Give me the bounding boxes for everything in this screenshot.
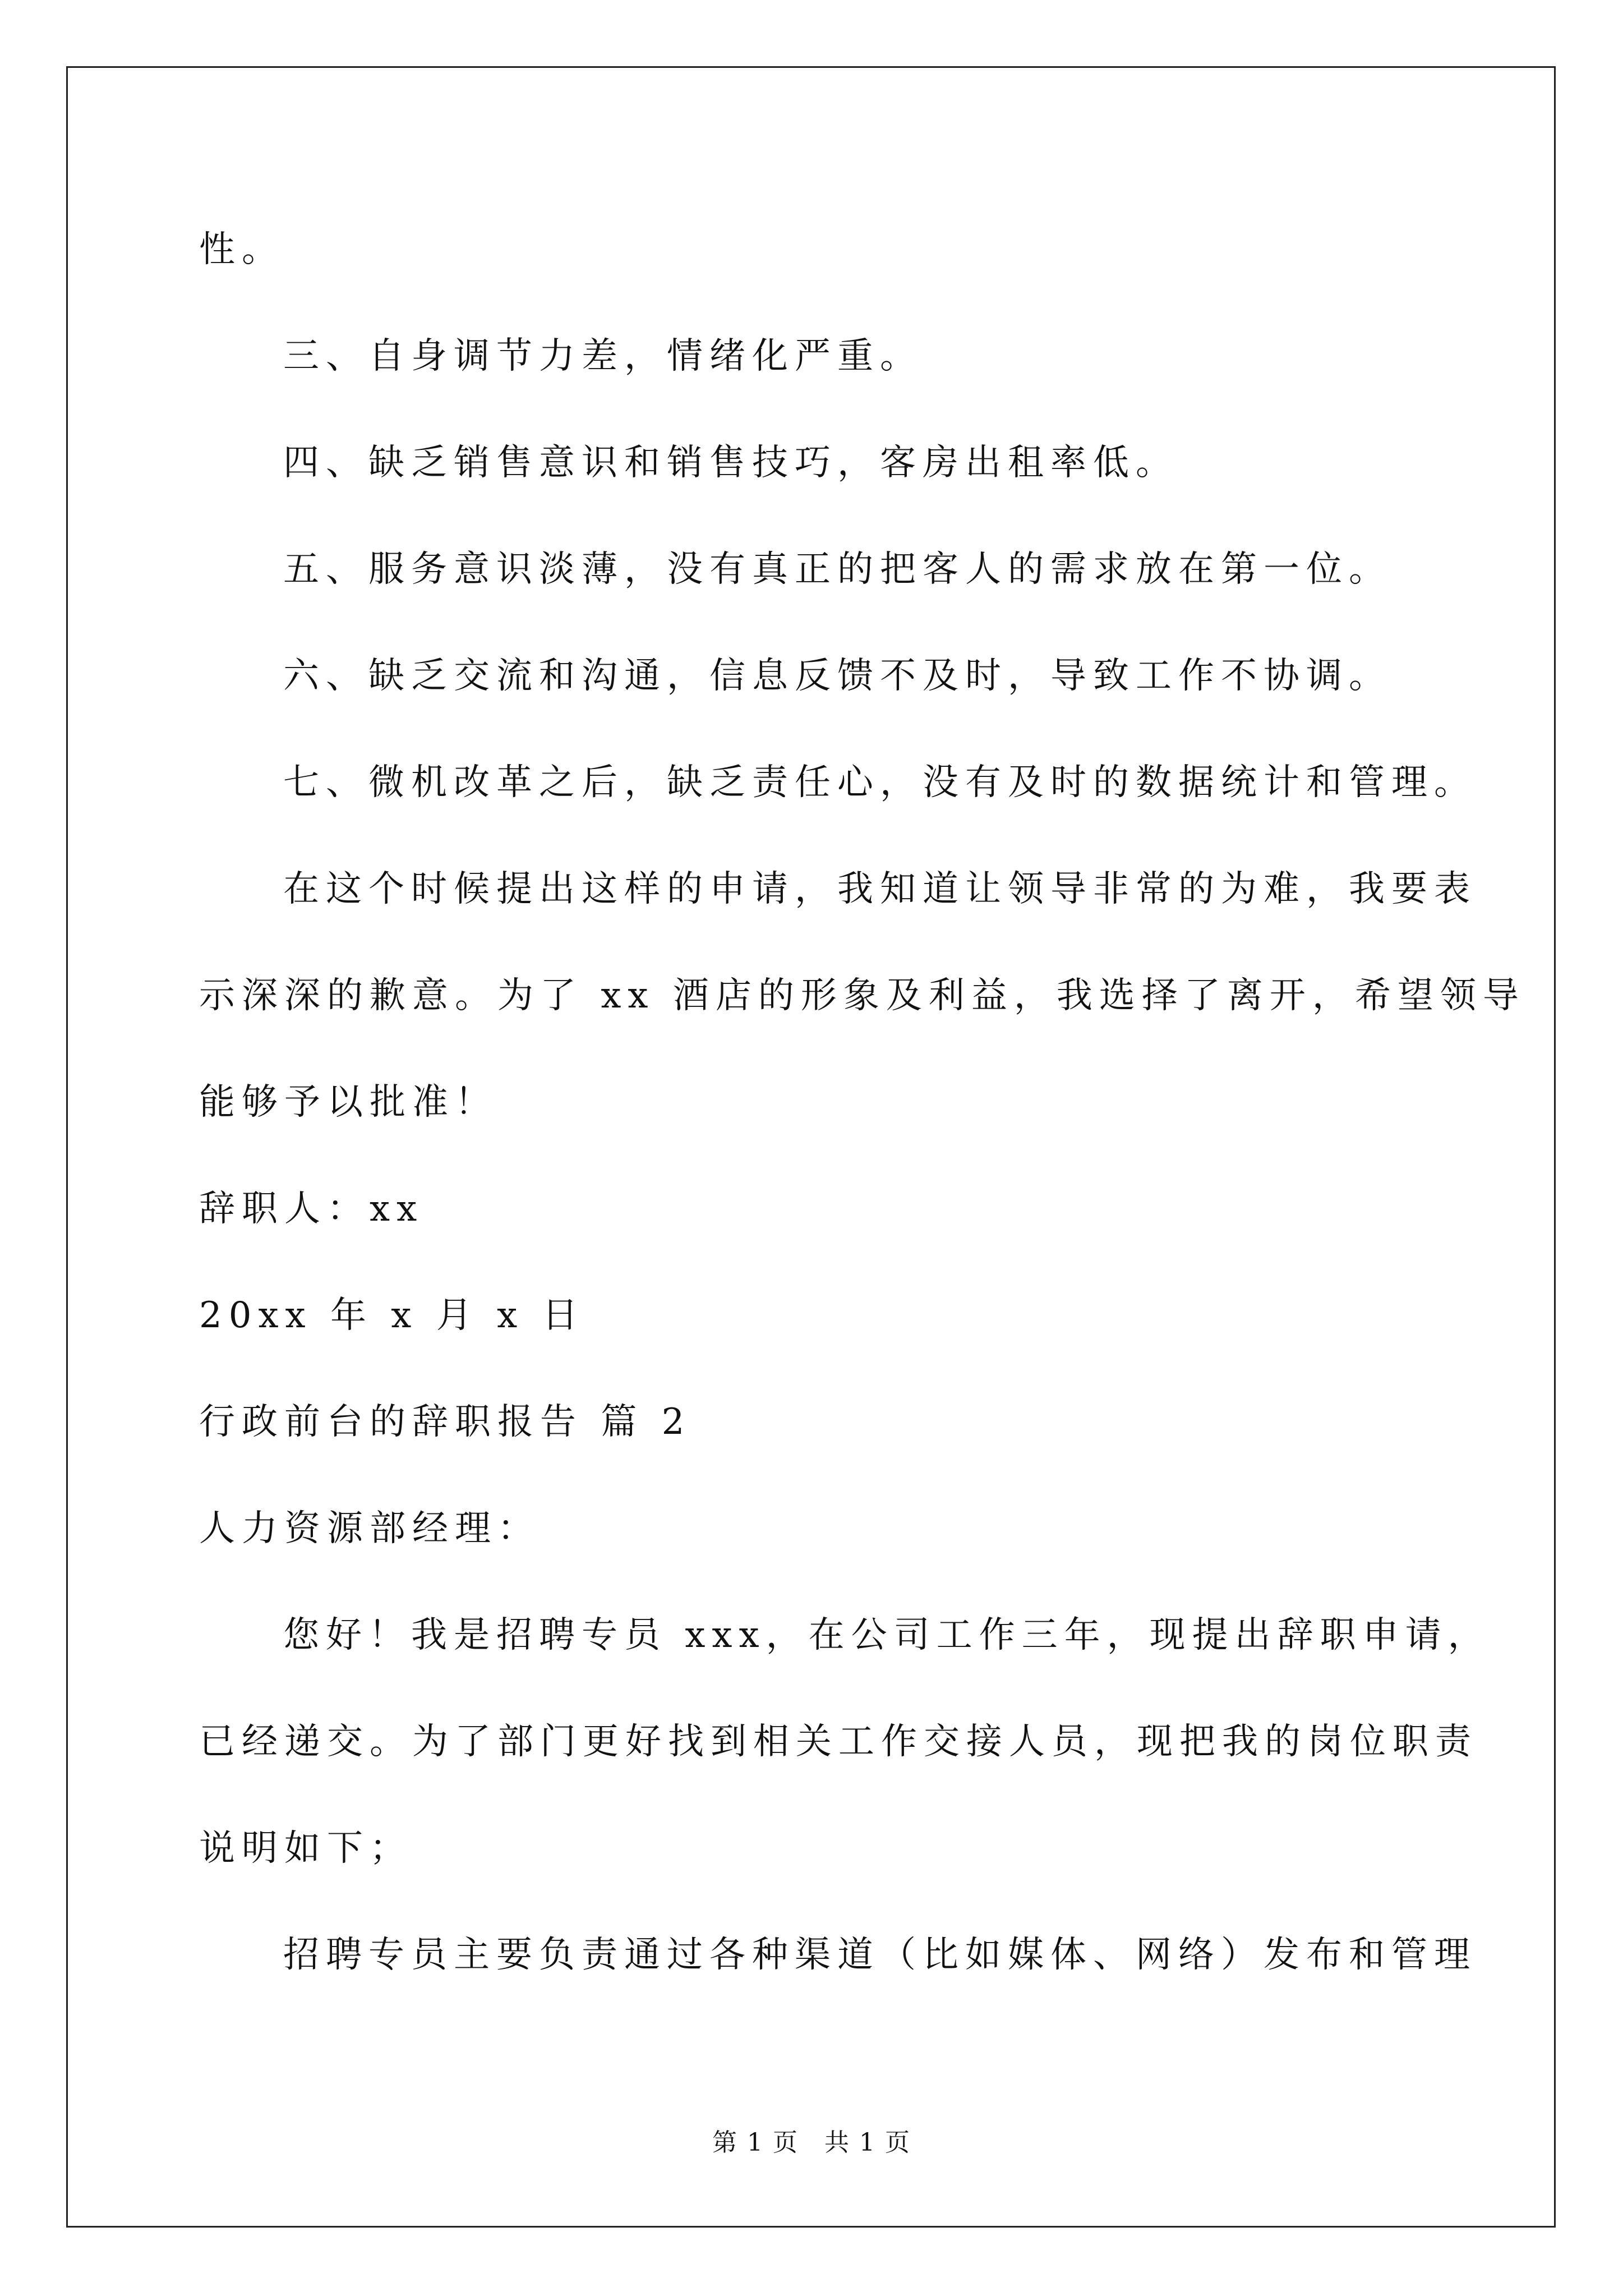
signature-line: 辞职人：xx <box>199 1188 424 1230</box>
salutation: 人力资源部经理： <box>199 1508 540 1549</box>
text-line: 五、服务意识淡薄，没有真正的把客人的需求放在第一位。 <box>283 549 1391 590</box>
text-line: 七、微机改革之后，缺乏责任心，没有及时的数据统计和管理。 <box>283 762 1477 803</box>
section-title: 行政前台的辞职报告 篇 2 <box>199 1401 691 1443</box>
text-line: 招聘专员主要负责通过各种渠道（比如媒体、网络）发布和管理 <box>283 1934 1477 1976</box>
page-footer: 第 1 页 共 1 页 <box>712 2128 911 2157</box>
text-line: 已经递交。为了部门更好找到相关工作交接人员，现把我的岗位职责 <box>199 1721 1478 1763</box>
text-line: 说明如下； <box>199 1828 412 1869</box>
page-border <box>66 66 1556 2228</box>
date-line: 20xx 年 x 月 x 日 <box>199 1295 585 1336</box>
text-line: 能够予以批准！ <box>199 1082 497 1123</box>
text-line: 六、缺乏交流和沟通，信息反馈不及时，导致工作不协调。 <box>283 655 1391 697</box>
text-line: 三、自身调节力差，情绪化严重。 <box>283 335 923 377</box>
text-line: 示深深的歉意。为了 xx 酒店的形象及利益，我选择了离开，希望领导 <box>199 975 1525 1016</box>
text-line: 四、缺乏销售意识和销售技巧，客房出租率低。 <box>283 442 1178 484</box>
text-line: 性。 <box>199 229 284 270</box>
text-line: 您好！我是招聘专员 xxx，在公司工作三年，现提出辞职申请， <box>283 1614 1491 1656</box>
text-line: 在这个时候提出这样的申请，我知道让领导非常的为难，我要表 <box>283 868 1477 910</box>
